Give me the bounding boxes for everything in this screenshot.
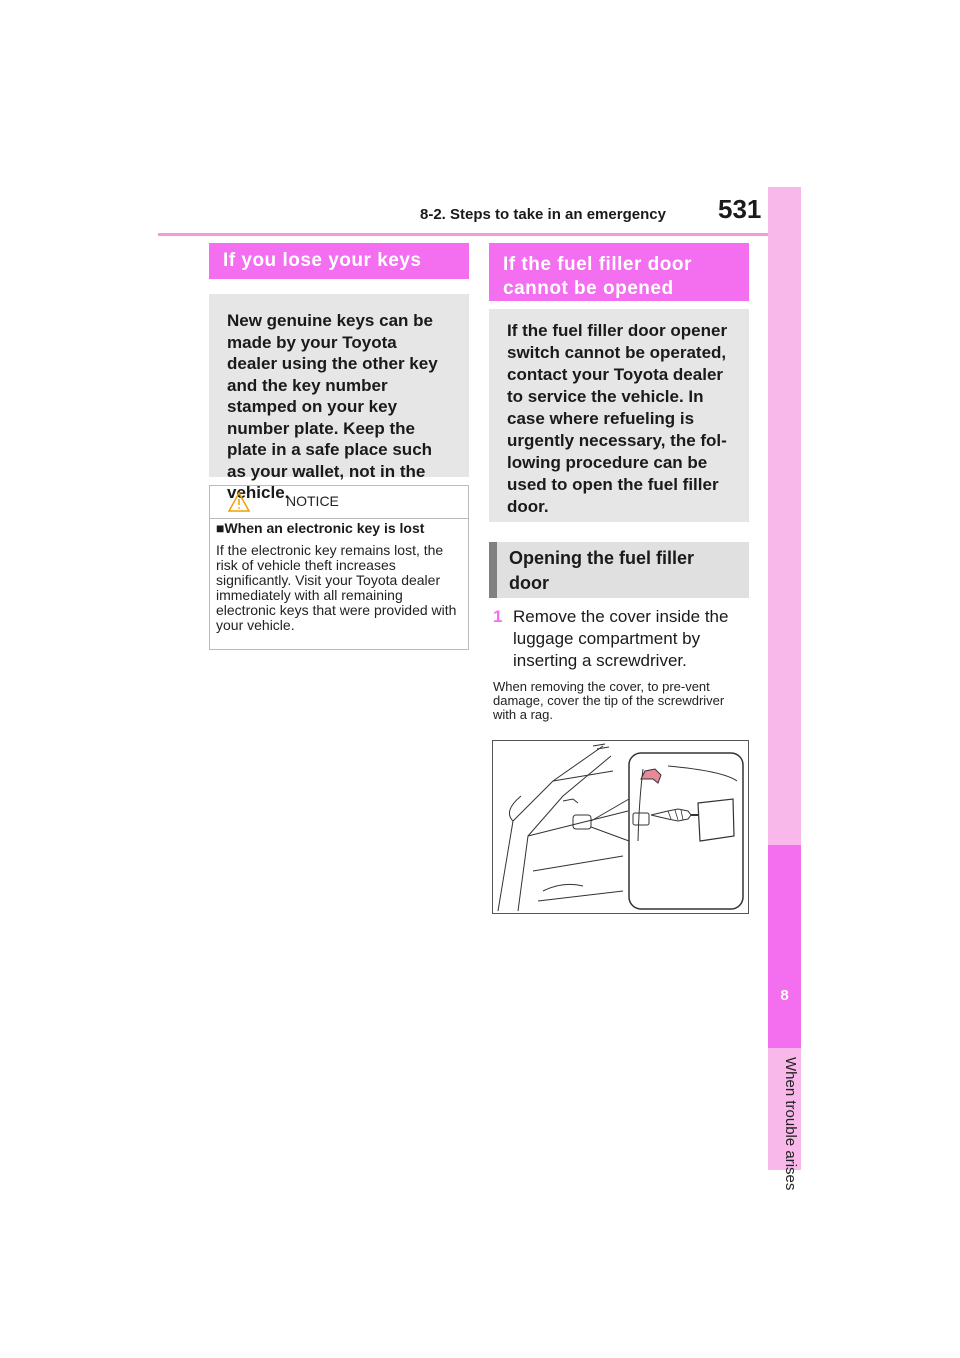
notice-box [209, 485, 469, 650]
heading-fuel-door: If the fuel filler door cannot be opened [489, 243, 749, 301]
step-note: When removing the cover, to pre-vent damage, cover the tip of the screwdriver with a rag. [493, 679, 725, 722]
lose-keys-info-box: New genuine keys can be made by your Toyota dealer using the other key and the key number stamped on your key number plate. Keep the plate in a safe place such as your wallet, not in the vehicle. [209, 294, 469, 477]
chapter-label: When trouble arises [782, 1057, 799, 1191]
notice-subheading: ■When an electronic key is lost [216, 520, 425, 536]
chapter-number: 8 [780, 987, 789, 1004]
warning-icon [227, 491, 251, 518]
step-number: 1 [493, 607, 503, 626]
subheading-opening-fuel-door: Opening the fuel filler door [489, 542, 749, 598]
fuel-door-info-box: If the fuel filler door opener switch cannot be operated, contact your Toyota dealer to service the vehicle. In case where refueling is urgently necessary, the fol-lowing procedure can be used to open the fuel filler door. [489, 309, 749, 522]
chapter-side-tab [768, 187, 801, 1191]
chapter-number-tab [768, 845, 801, 1048]
heading-lose-keys: If you lose your keys [209, 243, 469, 279]
step-text: Remove the cover inside the luggage compartment by inserting a screwdriver. [513, 607, 729, 670]
notice-body: If the electronic key remains lost, the risk of vehicle theft increases significantly. Visit your Toyota dealer immediately with all remaining electronic keys that were provided with your vehicle. [216, 542, 457, 633]
header-divider [158, 233, 768, 236]
section-title: 8-2. Steps to take in an emergency [420, 206, 666, 223]
notice-title: NOTICE [286, 493, 339, 509]
notice-header [210, 486, 468, 519]
page-number: 531 [718, 194, 762, 224]
luggage-compartment-illustration [492, 740, 749, 914]
